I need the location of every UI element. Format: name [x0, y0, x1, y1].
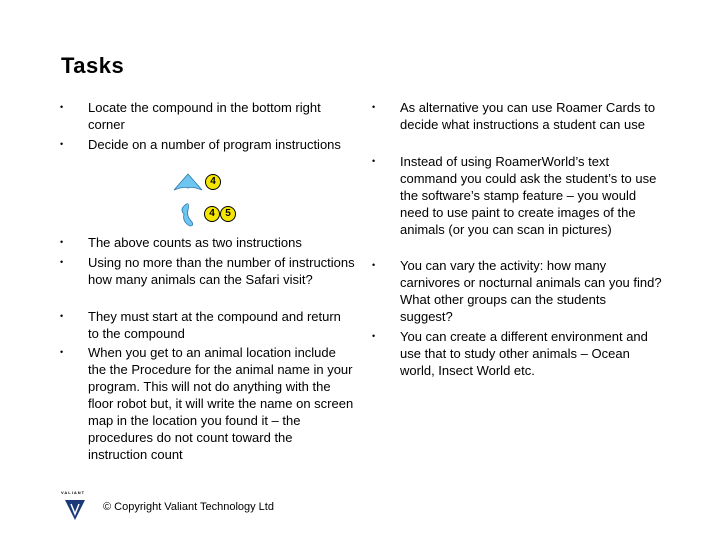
left-bullet — [60, 136, 341, 153]
count-badge-bottom-1: 4 — [204, 206, 220, 222]
bullet-text: Locate the compound in the bottom right corner — [88, 100, 321, 132]
bullet-text: The above counts as two instructions — [88, 235, 302, 250]
logo-text: VALIANT — [61, 490, 86, 495]
left-bullet — [60, 308, 355, 342]
turn-shape-icon — [182, 204, 193, 226]
bullet-text: When you get to an animal location include the the Procedure for the animal name in your program. This will not do anything with the floor robot but, it will write the name on screen map in the location you found it – the procedures do not count toward the instruction count — [88, 345, 354, 462]
bullet-marker: • — [60, 139, 64, 149]
bullet-marker: • — [60, 237, 64, 247]
bullet-marker: • — [372, 102, 376, 112]
left-bullet — [60, 99, 355, 133]
left-bullet — [60, 344, 355, 463]
bullet-marker: • — [60, 102, 64, 112]
bullet-marker: • — [60, 347, 64, 357]
bullet-marker: • — [372, 260, 376, 270]
bullet-text: They must start at the compound and return to the compound — [88, 309, 341, 341]
bullet-text: Decide on a number of program instructions — [88, 137, 341, 152]
instruction-figure — [170, 170, 240, 230]
bullet-text: You can vary the activity: how many carnivores or nocturnal animals can you find? What other groups can the students suggest? — [400, 258, 662, 324]
copyright-text: Copyright Valiant Technology Ltd — [114, 501, 274, 513]
right-bullet — [372, 153, 662, 238]
bullet-text: Instead of using RoamerWorld’s text command you could ask the student’s to use the software’s stamp feature – you would need to use paint to create images of the animals (or you can scan in pictures) — [400, 154, 657, 237]
left-bullet — [60, 254, 355, 288]
copyright-symbol: © — [103, 501, 112, 513]
right-bullet — [372, 257, 662, 325]
left-bullet — [60, 234, 302, 251]
arrow-shape-icon — [174, 174, 202, 190]
page-title: Tasks — [61, 53, 125, 78]
copyright-footer — [103, 501, 274, 513]
bullet-marker: • — [60, 257, 64, 267]
count-badge-top: 4 — [205, 174, 221, 190]
bullet-marker: • — [372, 156, 376, 166]
bullet-text: As alternative you can use Roamer Cards to decide what instructions a student can use — [400, 100, 656, 132]
right-bullet — [372, 328, 662, 379]
bullet-marker: • — [60, 311, 64, 321]
right-bullet — [372, 99, 662, 133]
bullet-text: You can create a different environment and use that to study other animals – Ocean world, Insect World etc. — [400, 329, 648, 378]
bullet-text: Using no more than the number of instructions how many animals can the Safari visit? — [88, 255, 355, 287]
count-badge-bottom-2: 5 — [220, 206, 236, 222]
bullet-marker: • — [372, 331, 376, 341]
valiant-logo — [59, 490, 91, 522]
